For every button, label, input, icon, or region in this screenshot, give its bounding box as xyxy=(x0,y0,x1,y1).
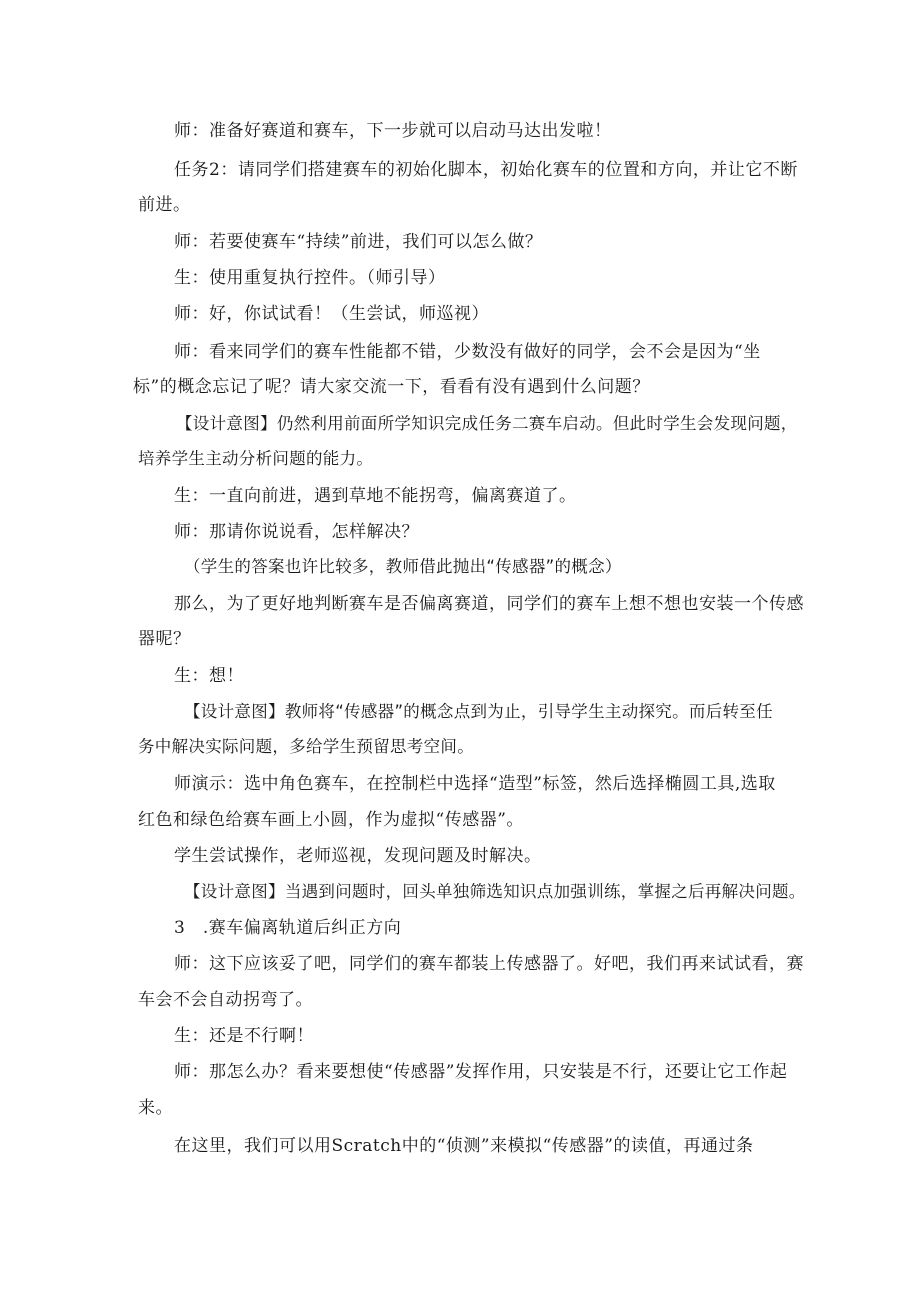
design-intent-note xyxy=(184,880,806,904)
paragraph-line: 红色和绿色给赛车画上小圆，作为虚拟“传感器”。 xyxy=(138,810,524,830)
design-intent-note xyxy=(184,700,773,724)
design-intent-tag: 【设计意图】 xyxy=(184,702,285,721)
paragraph-line: 师演示：选中角色赛车，在控制栏中选择“造型”标签，然后选择椭圆工具,选取 xyxy=(174,774,776,794)
design-intent-text: 教师将“传感器”的概念点到为止，引导学生主动探究。而后转至任 xyxy=(284,702,773,721)
paragraph-line: 那么，为了更好地判断赛车是否偏离赛道，同学们的赛车上想不想也安装一个传感 xyxy=(174,594,804,614)
design-intent-tag: 【设计意图】 xyxy=(176,414,277,433)
paragraph-line: 标”的概念忘记了呢？请大家交流一下，看看有没有遇到什么问题？ xyxy=(133,377,650,397)
paragraph-line: 务中解决实际问题，多给学生预留思考空间。 xyxy=(138,737,474,756)
design-intent-text: 当遇到问题时，回头单独筛选知识点加强训练，掌握之后再解决问题。 xyxy=(284,882,806,901)
paragraph-line: 师：若要使赛车“持续”前进，我们可以怎么做？ xyxy=(174,232,543,252)
design-intent-text: 仍然利用前面所学知识完成任务二赛车启动。但此时学生会发现问题， xyxy=(276,414,798,433)
design-intent-tag: 【设计意图】 xyxy=(184,882,285,901)
paragraph-line: 生：使用重复执行控件。（师引导） xyxy=(174,268,446,288)
paragraph-line: 师：那怎么办？看来要想使“传感器”发挥作用，只安装是不行，还要让它工作起 xyxy=(174,1062,788,1082)
paragraph-line: 师：好，你试试看！（生尝试，师巡视） xyxy=(174,304,489,324)
paragraph-line: 师：那请你说说看，怎样解决？ xyxy=(174,522,419,542)
paragraph-line: 任务2：请同学们搭建赛车的初始化脚本，初始化赛车的位置和方向，并让它不断 xyxy=(174,160,798,180)
paragraph-line: 在这里，我们可以用Scratch中的“侦测”来模拟“传感器”的读值，再通过条 xyxy=(174,1136,754,1156)
paragraph-line: 前进。 xyxy=(138,195,191,215)
design-intent-note xyxy=(176,412,798,436)
paragraph-line: 来。 xyxy=(138,1098,173,1118)
paragraph-line: 生：还是不行啊！ xyxy=(174,1026,314,1046)
paragraph-line: 师：准备好赛道和赛车，下一步就可以启动马达出发啦！ xyxy=(174,121,612,141)
paragraph-line: 生：一直向前进，遇到草地不能拐弯，偏离赛道了。 xyxy=(174,486,577,506)
section-heading: 3 .赛车偏离轨道后纠正方向 xyxy=(174,918,402,938)
paragraph-line: 培养学生主动分析问题的能力。 xyxy=(138,449,374,468)
paragraph-line: 师：看来同学们的赛车性能都不错，少数没有做好的同学，会不会是因为“坐 xyxy=(174,342,761,362)
paragraph-line: 学生尝试操作，老师巡视，发现问题及时解决。 xyxy=(174,846,542,866)
paragraph-line: （学生的答案也许比较多，教师借此抛出“传感器”的概念） xyxy=(184,557,622,576)
paragraph-line: 生：想！ xyxy=(174,666,244,686)
paragraph-line: 器呢？ xyxy=(138,629,191,649)
paragraph-line: 车会不会自动拐弯了。 xyxy=(138,990,313,1010)
paragraph-line: 师：这下应该妥了吧，同学们的赛车都装上传感器了。好吧，我们再来试试看，赛 xyxy=(174,954,804,974)
